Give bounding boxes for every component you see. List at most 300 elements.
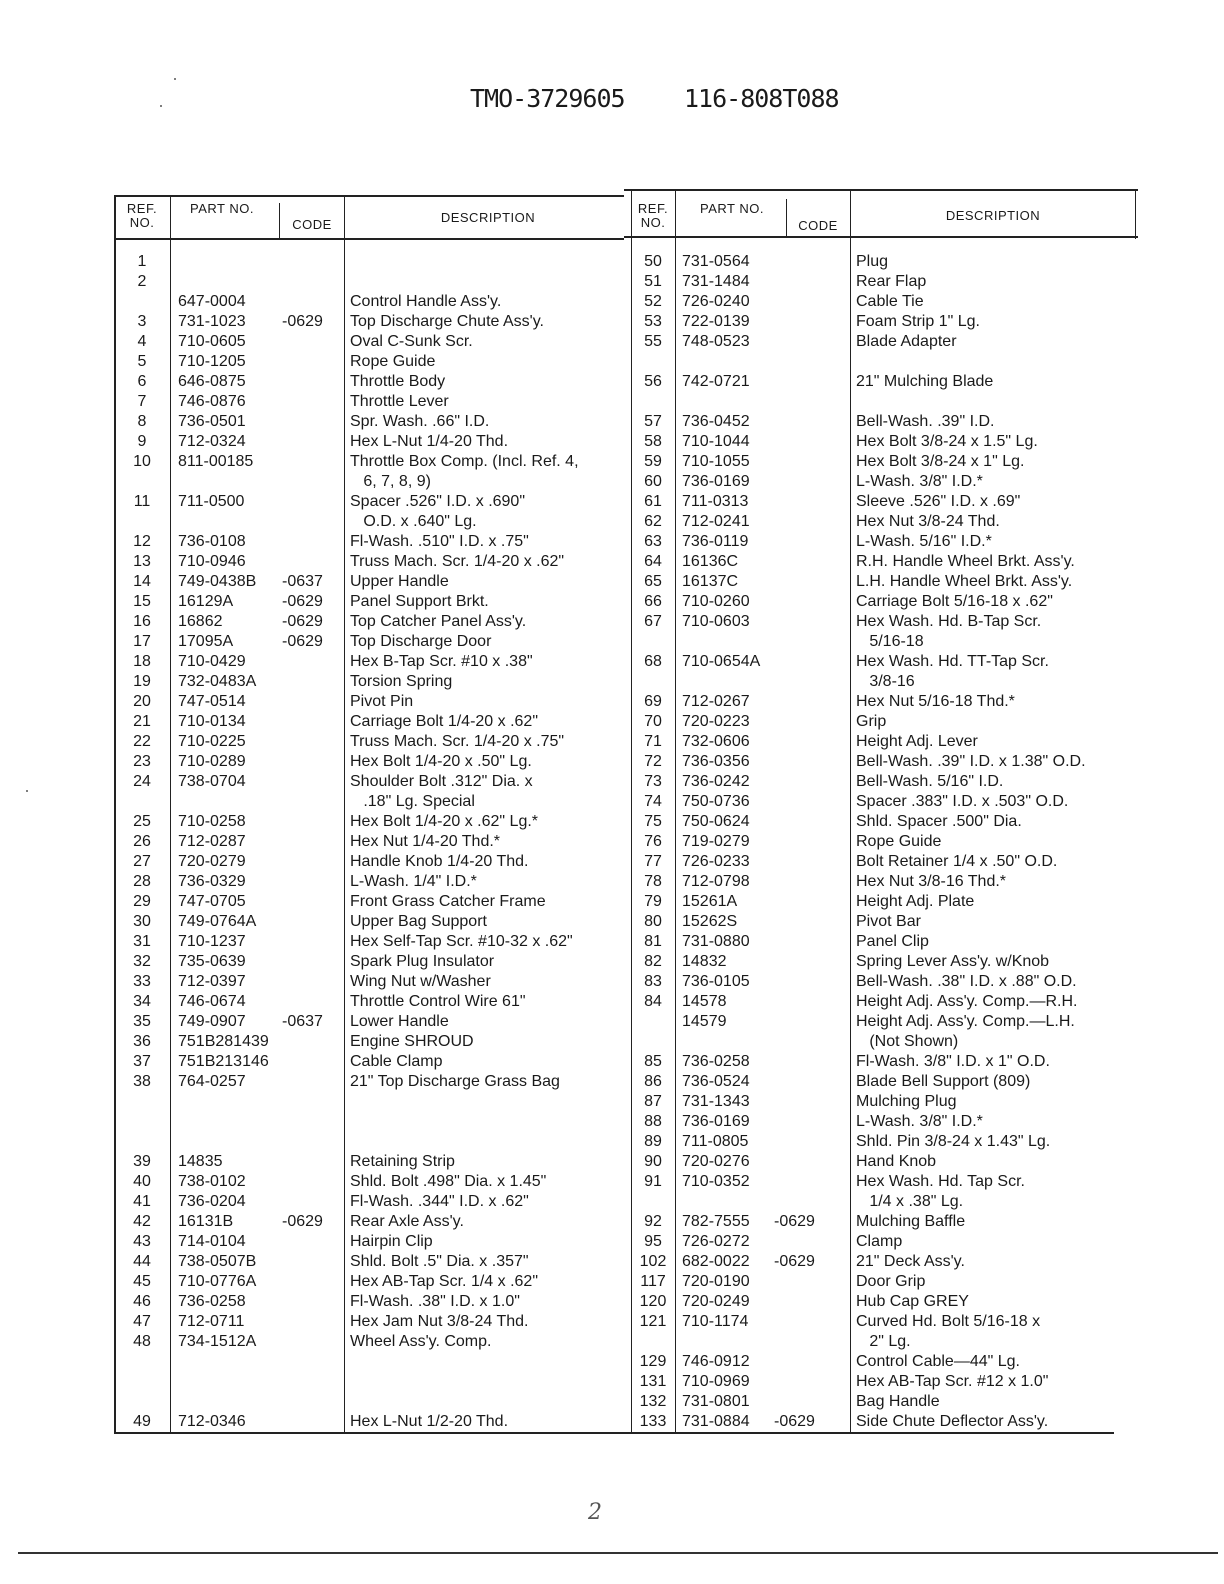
part-no-cell: 710-1174	[682, 1313, 749, 1330]
part-no-cell: 722-0139	[682, 313, 750, 330]
part-no-cell: 17095A	[178, 633, 234, 650]
part-no-cell: 734-1512A	[178, 1333, 257, 1350]
description-cell: Hex Nut 3/8-24 Thd.	[856, 513, 1000, 530]
ref-cell: 14	[133, 573, 151, 590]
part-no-cell: 746-0876	[178, 393, 246, 410]
ref-cell: 51	[644, 273, 662, 290]
table-row	[114, 272, 1138, 292]
description-cell: Bag Handle	[856, 1393, 940, 1410]
description-cell: O.D. x .640" Lg.	[350, 513, 477, 530]
description-cell: Bell-Wash. 5/16" I.D.	[856, 773, 1004, 790]
ref-cell: 129	[639, 1353, 667, 1370]
description-cell: 5/16-18	[856, 633, 924, 650]
ref-cell: 89	[644, 1133, 662, 1150]
part-no-cell: 712-0711	[178, 1313, 245, 1330]
part-no-cell: 731-1343	[682, 1093, 750, 1110]
ref-cell: 23	[133, 753, 151, 770]
description-cell: Spacer .526" I.D. x .690"	[350, 493, 526, 510]
ref-cell: 92	[644, 1213, 662, 1230]
description-cell: Throttle Body	[350, 373, 446, 390]
description-cell: 3/8-16	[856, 673, 915, 690]
part-no-cell: 746-0674	[178, 993, 246, 1010]
description-cell: Wing Nut w/Washer	[350, 973, 491, 990]
col-rule	[786, 199, 787, 237]
part-no-cell: 720-0249	[682, 1293, 750, 1310]
part-no-cell: 710-0654A	[682, 653, 761, 670]
description-cell: Spacer .383" I.D. x .503" O.D.	[856, 793, 1069, 810]
ref-cell: 10	[133, 453, 151, 470]
ref-cell: 68	[644, 653, 662, 670]
part-no-cell: 710-0776A	[178, 1273, 257, 1290]
ref-cell: 39	[133, 1153, 151, 1170]
part-no-cell: 710-1044	[682, 433, 750, 450]
description-cell: Curved Hd. Bolt 5/16-18 x	[856, 1313, 1041, 1330]
part-no-cell: 647-0004	[178, 293, 246, 310]
description-cell: Hex Wash. Hd. TT-Tap Scr.	[856, 653, 1049, 670]
part-no-cell: 736-0204	[178, 1193, 246, 1210]
description-cell: L-Wash. 5/16" I.D.*	[856, 533, 992, 550]
ref-cell: 90	[644, 1153, 662, 1170]
part-no-cell: 742-0721	[682, 373, 750, 390]
table-row	[114, 1212, 1138, 1232]
ref-cell: 26	[133, 833, 151, 850]
part-no-cell: 712-0324	[178, 433, 246, 450]
ref-cell: 56	[644, 373, 662, 390]
ref-cell: 37	[133, 1053, 151, 1070]
ref-cell: 59	[644, 453, 662, 470]
description-cell: Control Handle Ass'y.	[350, 293, 502, 310]
header-description: DESCRIPTION	[440, 210, 536, 225]
part-no-cell: 710-1237	[178, 933, 246, 950]
description-cell: Top Discharge Door	[350, 633, 492, 650]
table-row	[114, 1152, 1138, 1172]
description-cell: Grip	[856, 713, 887, 730]
ref-cell: 42	[133, 1213, 151, 1230]
ref-cell: 71	[644, 733, 662, 750]
description-cell: Rope Guide	[350, 353, 436, 370]
ref-cell: 1	[137, 253, 147, 270]
description-cell: Hex Bolt 1/4-20 x .50" Lg.	[350, 753, 532, 770]
part-no-cell: 736-0452	[682, 413, 750, 430]
ref-cell: 11	[133, 493, 151, 510]
description-cell: Top Discharge Chute Ass'y.	[350, 313, 544, 330]
ref-cell: 91	[644, 1173, 662, 1190]
model-code-right: 116-808T088	[684, 84, 839, 113]
table-row	[114, 1372, 1138, 1392]
description-cell: Hairpin Clip	[350, 1233, 433, 1250]
header-part-no: PART NO.	[700, 201, 764, 216]
part-no-cell: 710-0225	[178, 733, 246, 750]
header-code: CODE	[292, 217, 332, 232]
part-no-cell: 720-0190	[682, 1273, 750, 1290]
table-row	[114, 532, 1138, 552]
description-cell: Clamp	[856, 1233, 903, 1250]
description-cell: Hex B-Tap Scr. #10 x .38"	[350, 653, 533, 670]
ref-cell: 102	[639, 1253, 667, 1270]
description-cell: Height Adj. Ass'y. Comp.—R.H.	[856, 993, 1078, 1010]
ref-cell: 53	[644, 313, 662, 330]
ref-cell: 62	[644, 513, 662, 530]
description-cell: Front Grass Catcher Frame	[350, 893, 546, 910]
part-no-cell: 712-0267	[682, 693, 750, 710]
ref-cell: 66	[644, 593, 662, 610]
part-no-cell: 16131B	[178, 1213, 234, 1230]
page-mark: 2	[588, 1500, 602, 1525]
table-row	[114, 1272, 1138, 1292]
part-no-cell: 710-0260	[682, 593, 750, 610]
table-row	[114, 792, 1138, 812]
table-row	[114, 572, 1138, 592]
part-no-cell: 731-0564	[682, 253, 750, 270]
part-no-cell: 750-0624	[682, 813, 750, 830]
table-row	[114, 472, 1138, 492]
part-no-cell: 16137C	[682, 573, 739, 590]
table-row	[114, 712, 1138, 732]
description-cell: Height Adj. Ass'y. Comp.—L.H.	[856, 1013, 1075, 1030]
part-no-cell: 16862	[178, 613, 223, 630]
part-no-cell: 720-0276	[682, 1153, 750, 1170]
part-no-cell: 16136C	[682, 553, 739, 570]
ref-cell: 95	[644, 1233, 662, 1250]
code-cell: -0629	[282, 313, 323, 330]
part-no-cell: 14579	[682, 1013, 727, 1030]
description-cell: Blade Adapter	[856, 333, 957, 350]
ref-cell: 64	[644, 553, 662, 570]
table-row	[114, 452, 1138, 472]
part-no-cell: 731-0801	[682, 1393, 750, 1410]
description-cell: Torsion Spring	[350, 673, 453, 690]
ref-cell: 28	[133, 873, 151, 890]
table-row	[114, 1352, 1138, 1372]
description-cell: Hand Knob	[856, 1153, 937, 1170]
ref-cell: 4	[137, 333, 147, 350]
description-cell: Bolt Retainer 1/4 x .50" O.D.	[856, 853, 1058, 870]
description-cell: Rear Flap	[856, 273, 927, 290]
description-cell: Throttle Box Comp. (Incl. Ref. 4,	[350, 453, 579, 470]
ref-cell: 45	[133, 1273, 151, 1290]
ref-cell: 77	[644, 853, 662, 870]
ref-cell: 5	[137, 353, 147, 370]
description-cell: Carriage Bolt 1/4-20 x .62"	[350, 713, 538, 730]
part-no-cell: 710-0605	[178, 333, 246, 350]
code-cell: -0629	[282, 593, 323, 610]
part-no-cell: 711-0805	[682, 1133, 749, 1150]
part-no-cell: 712-0346	[178, 1413, 246, 1430]
ref-cell: 58	[644, 433, 662, 450]
description-cell: Hex Wash. Hd. B-Tap Scr.	[856, 613, 1042, 630]
description-cell: L.H. Handle Wheel Brkt. Ass'y.	[856, 573, 1073, 590]
part-no-cell: 710-0258	[178, 813, 246, 830]
description-cell: 2" Lg.	[856, 1333, 911, 1350]
ref-cell: 8	[137, 413, 147, 430]
description-cell: Hex Bolt 3/8-24 x 1" Lg.	[856, 453, 1025, 470]
part-no-cell: 732-0483A	[178, 673, 257, 690]
description-cell: Lower Handle	[350, 1013, 449, 1030]
description-cell: Mulching Baffle	[856, 1213, 966, 1230]
description-cell: Panel Support Brkt.	[350, 593, 489, 610]
ref-cell: 22	[133, 733, 151, 750]
scan-speck	[160, 105, 162, 107]
ref-cell: 67	[644, 613, 662, 630]
table-row	[114, 972, 1138, 992]
part-no-cell: 15261A	[682, 893, 738, 910]
ref-cell: 75	[644, 813, 662, 830]
description-cell: Handle Knob 1/4-20 Thd.	[350, 853, 529, 870]
ref-cell: 69	[644, 693, 662, 710]
ref-cell: 3	[137, 313, 147, 330]
part-no-cell: 747-0705	[178, 893, 246, 910]
header-ref-no: REF. NO.	[637, 201, 669, 230]
table-row	[114, 332, 1138, 352]
table-row	[114, 252, 1138, 272]
description-cell: Oval C-Sunk Scr.	[350, 333, 473, 350]
description-cell: .18" Lg. Special	[350, 793, 475, 810]
ref-cell: 131	[639, 1373, 667, 1390]
ref-cell: 35	[133, 1013, 151, 1030]
part-no-cell: 14832	[682, 953, 727, 970]
ref-cell: 87	[644, 1093, 662, 1110]
description-cell: Fl-Wash. .344" I.D. x .62"	[350, 1193, 529, 1210]
parts-table	[114, 195, 1138, 1435]
table-row	[114, 592, 1138, 612]
description-cell: Height Adj. Plate	[856, 893, 975, 910]
description-cell: Shld. Pin 3/8-24 x 1.43" Lg.	[856, 1133, 1051, 1150]
ref-cell: 9	[137, 433, 147, 450]
description-cell: Truss Mach. Scr. 1/4-20 x .62"	[350, 553, 565, 570]
ref-cell: 48	[133, 1333, 151, 1350]
part-no-cell: 712-0241	[682, 513, 750, 530]
ref-cell: 7	[137, 393, 147, 410]
table-row	[114, 552, 1138, 572]
header-ref-no: REF. NO.	[126, 201, 158, 230]
description-cell: Hex Jam Nut 3/8-24 Thd.	[350, 1313, 529, 1330]
description-cell: Hex L-Nut 1/4-20 Thd.	[350, 433, 509, 450]
ref-cell: 80	[644, 913, 662, 930]
description-cell: Spring Lever Ass'y. w/Knob	[856, 953, 1050, 970]
part-no-cell: 736-0501	[178, 413, 246, 430]
table-row	[114, 372, 1138, 392]
part-no-cell: 750-0736	[682, 793, 750, 810]
part-no-cell: 710-1205	[178, 353, 246, 370]
ref-cell: 55	[644, 333, 662, 350]
part-no-cell: 731-0880	[682, 933, 750, 950]
part-no-cell: 738-0102	[178, 1173, 246, 1190]
part-no-cell: 736-0524	[682, 1073, 750, 1090]
col-rule	[1135, 189, 1136, 239]
ref-cell: 46	[133, 1293, 151, 1310]
description-cell: Shoulder Bolt .312" Dia. x	[350, 773, 533, 790]
ref-cell: 38	[133, 1073, 151, 1090]
part-no-cell: 749-0907	[178, 1013, 246, 1030]
part-no-cell: 751B281439	[178, 1033, 269, 1050]
part-no-cell: 16129A	[178, 593, 234, 610]
part-no-cell: 712-0798	[682, 873, 750, 890]
description-cell: Hex Bolt 1/4-20 x .62" Lg.*	[350, 813, 539, 830]
description-cell: Pivot Pin	[350, 693, 414, 710]
table-row	[114, 832, 1138, 852]
ref-cell: 32	[133, 953, 151, 970]
part-no-cell: 736-0258	[178, 1293, 246, 1310]
part-no-cell: 646-0875	[178, 373, 246, 390]
header-code: CODE	[798, 218, 838, 233]
ref-cell: 84	[644, 993, 662, 1010]
ref-cell: 72	[644, 753, 662, 770]
ref-cell: 65	[644, 573, 662, 590]
part-no-cell: 738-0704	[178, 773, 246, 790]
code-cell: -0629	[774, 1253, 815, 1270]
table-row	[114, 732, 1138, 752]
col-rule	[279, 203, 280, 239]
table-row	[114, 672, 1138, 692]
ref-cell: 86	[644, 1073, 662, 1090]
description-cell: Hex AB-Tap Scr. #12 x 1.0"	[856, 1373, 1049, 1390]
ref-cell: 120	[639, 1293, 667, 1310]
description-cell: Retaining Strip	[350, 1153, 455, 1170]
description-cell: R.H. Handle Wheel Brkt. Ass'y.	[856, 553, 1075, 570]
ref-cell: 121	[639, 1313, 667, 1330]
description-cell: Sleeve .526" I.D. x .69"	[856, 493, 1021, 510]
description-cell: Upper Handle	[350, 573, 449, 590]
table-row	[114, 952, 1138, 972]
description-cell: Hex Wash. Hd. Tap Scr.	[856, 1173, 1025, 1190]
description-cell: 1/4 x .38" Lg.	[856, 1193, 964, 1210]
table-row	[114, 1172, 1138, 1192]
ref-cell: 27	[133, 853, 151, 870]
table-row	[114, 632, 1138, 652]
table-row	[114, 1092, 1138, 1112]
code-cell: -0629	[282, 613, 323, 630]
description-cell: Carriage Bolt 5/16-18 x .62"	[856, 593, 1053, 610]
ref-cell: 52	[644, 293, 662, 310]
ref-cell: 60	[644, 473, 662, 490]
ref-cell: 74	[644, 793, 662, 810]
table-row	[114, 1132, 1138, 1152]
description-cell: Wheel Ass'y. Comp.	[350, 1333, 492, 1350]
description-cell: Throttle Lever	[350, 393, 449, 410]
part-no-cell: 714-0104	[178, 1233, 246, 1250]
part-no-cell: 711-0313	[682, 493, 749, 510]
part-no-cell: 731-1023	[178, 313, 246, 330]
part-no-cell: 14578	[682, 993, 727, 1010]
description-cell: Cable Clamp	[350, 1053, 443, 1070]
description-cell: 21" Mulching Blade	[856, 373, 994, 390]
description-cell: Control Cable—44" Lg.	[856, 1353, 1020, 1370]
description-cell: Fl-Wash. .510" I.D. x .75"	[350, 533, 529, 550]
table-row	[114, 1032, 1138, 1052]
part-no-cell: 735-0639	[178, 953, 246, 970]
header-description: DESCRIPTION	[945, 208, 1041, 223]
ref-cell: 17	[133, 633, 151, 650]
description-cell: 21" Deck Ass'y.	[856, 1253, 965, 1270]
part-no-cell: 726-0233	[682, 853, 750, 870]
table-row	[114, 1052, 1138, 1072]
table-row	[114, 1412, 1138, 1432]
table-row	[114, 1252, 1138, 1272]
ref-cell: 6	[137, 373, 147, 390]
part-no-cell: 710-0429	[178, 653, 246, 670]
part-no-cell: 710-0352	[682, 1173, 750, 1190]
table-row	[114, 772, 1138, 792]
ref-cell: 2	[137, 273, 147, 290]
table-row	[114, 992, 1138, 1012]
description-cell: Hex Bolt 3/8-24 x 1.5" Lg.	[856, 433, 1038, 450]
ref-cell: 36	[133, 1033, 151, 1050]
description-cell: Mulching Plug	[856, 1093, 957, 1110]
ref-cell: 29	[133, 893, 151, 910]
description-cell: Fl-Wash. 3/8" I.D. x 1" O.D.	[856, 1053, 1050, 1070]
description-cell: Throttle Control Wire 61"	[350, 993, 526, 1010]
part-no-cell: 682-0022	[682, 1253, 750, 1270]
model-code-left: TMO-3729605	[470, 84, 625, 113]
code-cell: -0629	[282, 1213, 323, 1230]
ref-cell: 57	[644, 413, 662, 430]
description-cell: Bell-Wash. .39" I.D. x 1.38" O.D.	[856, 753, 1086, 770]
part-no-cell: 738-0507B	[178, 1253, 257, 1270]
part-no-cell: 811-00185	[178, 453, 254, 470]
description-cell: Hex AB-Tap Scr. 1/4 x .62"	[350, 1273, 538, 1290]
part-no-cell: 736-0169	[682, 1113, 750, 1130]
part-no-cell: 748-0523	[682, 333, 750, 350]
description-cell: L-Wash. 3/8" I.D.*	[856, 1113, 983, 1130]
table-row	[114, 1312, 1138, 1332]
part-no-cell: 14835	[178, 1153, 223, 1170]
table-row	[114, 1112, 1138, 1132]
part-no-cell: 711-0500	[178, 493, 245, 510]
description-cell: Hex L-Nut 1/2-20 Thd.	[350, 1413, 509, 1430]
ref-cell: 20	[133, 693, 151, 710]
description-cell: Hex Nut 5/16-18 Thd.*	[856, 693, 1015, 710]
part-no-cell: 732-0606	[682, 733, 750, 750]
part-no-cell: 749-0764A	[178, 913, 257, 930]
part-no-cell: 712-0397	[178, 973, 246, 990]
description-cell: Bell-Wash. .38" I.D. x .88" O.D.	[856, 973, 1077, 990]
header-part-no: PART NO.	[190, 201, 254, 216]
ref-cell: 61	[644, 493, 662, 510]
ref-cell: 44	[133, 1253, 151, 1270]
code-cell: -0637	[282, 1013, 323, 1030]
ref-cell: 15	[133, 593, 151, 610]
part-no-cell: 747-0514	[178, 693, 246, 710]
table-row	[114, 412, 1138, 432]
table-row	[114, 892, 1138, 912]
header-bottom-rule-left	[114, 238, 624, 240]
table-row	[114, 492, 1138, 512]
ref-cell: 117	[640, 1273, 666, 1290]
ref-cell: 41	[133, 1193, 151, 1210]
header-bottom-rule-right	[624, 236, 1138, 238]
ref-cell: 70	[644, 713, 662, 730]
table-row	[114, 512, 1138, 532]
part-no-cell: 710-0289	[178, 753, 246, 770]
description-cell: Height Adj. Lever	[856, 733, 978, 750]
table-row	[114, 1392, 1138, 1412]
table-row	[114, 1192, 1138, 1212]
part-no-cell: 736-0119	[682, 533, 749, 550]
table-top-rule-left	[114, 195, 624, 197]
description-cell: 6, 7, 8, 9)	[350, 473, 431, 490]
code-cell: -0629	[774, 1413, 815, 1430]
ref-cell: 43	[133, 1233, 151, 1250]
part-no-cell: 731-1484	[682, 273, 750, 290]
table-row	[114, 932, 1138, 952]
table-row	[114, 872, 1138, 892]
table-row	[114, 852, 1138, 872]
ref-cell: 76	[644, 833, 662, 850]
part-no-cell: 736-0329	[178, 873, 246, 890]
part-no-cell: 746-0912	[682, 1353, 750, 1370]
part-no-cell: 710-1055	[682, 453, 750, 470]
table-row	[114, 1292, 1138, 1312]
